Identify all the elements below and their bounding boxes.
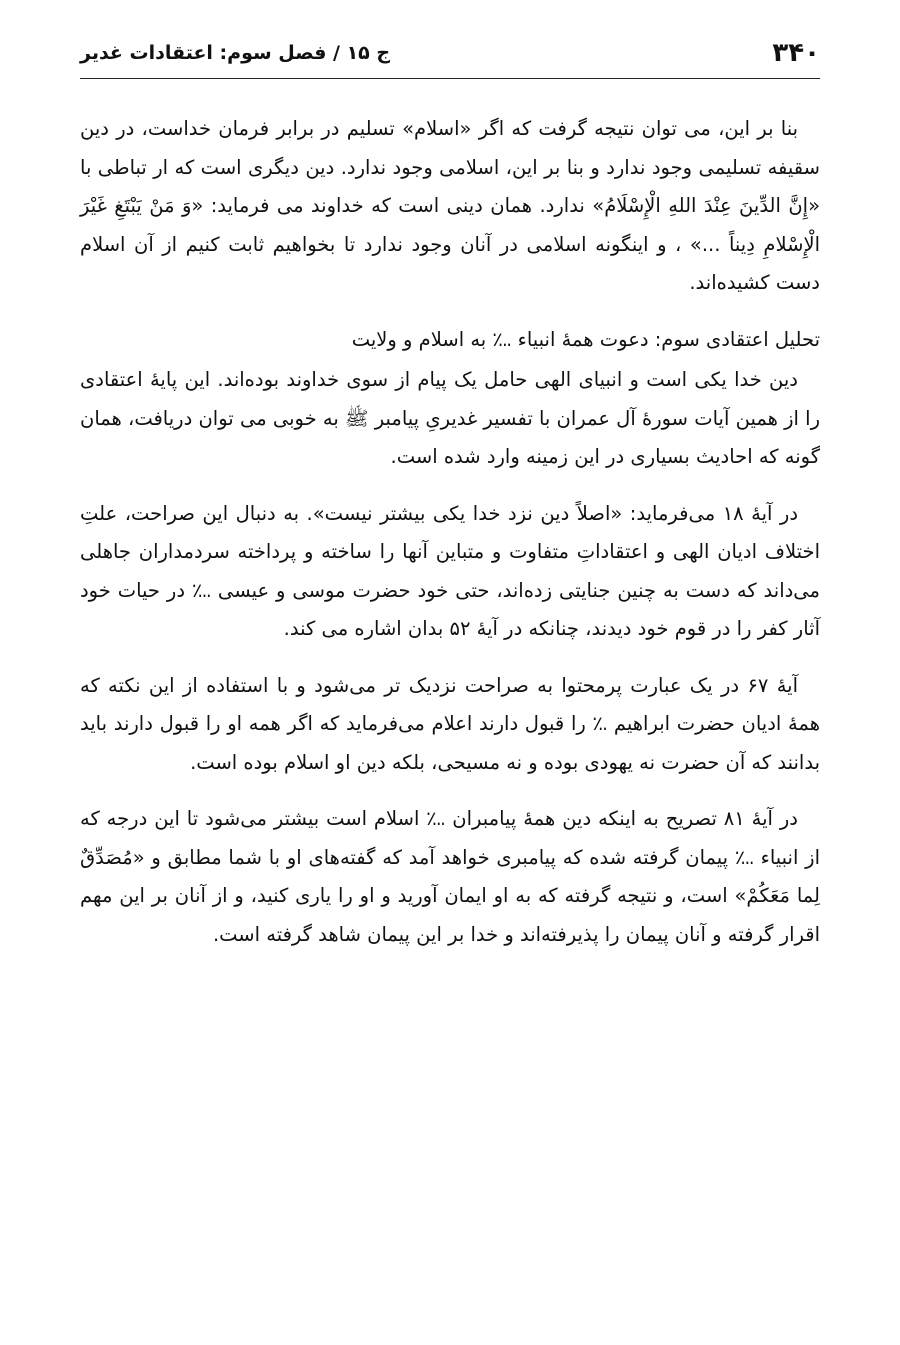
paragraph: در آیهٔ ۱۸ می‌فرماید: «اصلاً دین نزد خدا یکی بیشتر نیست». به دنبال این صراحت، علتِ اختلاف ادیان الهی و اعتقاداتِ متفاوت و متباین آنها را ساخته و پرداخته سردمداران جاهلی می‌داند که دست به چنین جنایتی زده‌اند، حتی خود حضرت موسی و عیسی ؊ در حیات خود آثار کفر را در قوم خود دیدند، چنانکه در آیهٔ ۵۲ بدان اشاره می کند. [80,501,820,640]
page-header [80,28,820,79]
body-text [80,110,820,972]
page-number: ۳۴۰ [772,38,820,68]
running-title: ج ۱۵ / فصل سوم: اعتقادات غدیر [80,42,391,64]
section-heading: تحلیل اعتقادی سوم: دعوت همهٔ انبیاء ؊ به اسلام و ولایت [351,327,820,351]
paragraph: در آیهٔ ۸۱ تصریح به اینکه دین همهٔ پیامبران ؊ اسلام است بیشتر می‌شود تا این درجه که از انبیاء ؊ پیمان گرفته شده که پیامبری خواهد آمد که گفته‌های او با شما مطابق و «مُصَدِّقٌ لِما مَعَكُمْ» است، و نتیجه گرفته که به او ایمان آورید و او را یاری کنید، و از آنان بر این مهم اقرار گرفته و آنان پیمان را پذیرفته‌اند و خدا بر این پیمان شاهد گرفته است. [80,807,820,946]
paragraph: بنا بر این، می توان نتیجه گرفت که اگر «اسلام» تسلیم در برابر فرمان خداست، در دین سقیفه تسلیمی وجود ندارد و بنا بر این، اسلامی وجود ندارد. دین دیگری است که ار تباطی با «إِنَّ الدِّينَ عِنْدَ اللهِ الْإِسْلَامُ» ندارد. همان دینی است که خداوند می فرماید: «وَ مَنْ يَبْتَغِ غَيْرَ الْإِسْلامِ دِيناً ...» ، و اینگونه اسلامی در آنان وجود ندارد تا بخواهیم ثابت کنیم از آن اسلام دست کشیده‌اند. [80,117,820,294]
paragraph: آیهٔ ۶۷ در یک عبارت پرمحتوا به صراحت نزدیک تر می‌شود و با استفاده از این نکته که همهٔ ادیان حضرت ابراهیم ؉ را قبول دارند اعلام می‌فرماید که اگر همه او را قبول دارند باید بدانند که آن حضرت نه یهودی بوده و نه مسیحی، بلکه دین او اسلام بوده است. [80,673,820,774]
paragraph: دین خدا یکی است و انبیای الهی حامل یک پیام از سوی خداوند بوده‌اند. این پایهٔ اعتقادی را از همین آیات سورهٔ آل عمران با تفسیر غدیریِ پیامبر ﷺ به خوبی می توان دریافت، همان گونه که احادیث بسیاری در این زمینه وارد شده است. [80,368,820,468]
